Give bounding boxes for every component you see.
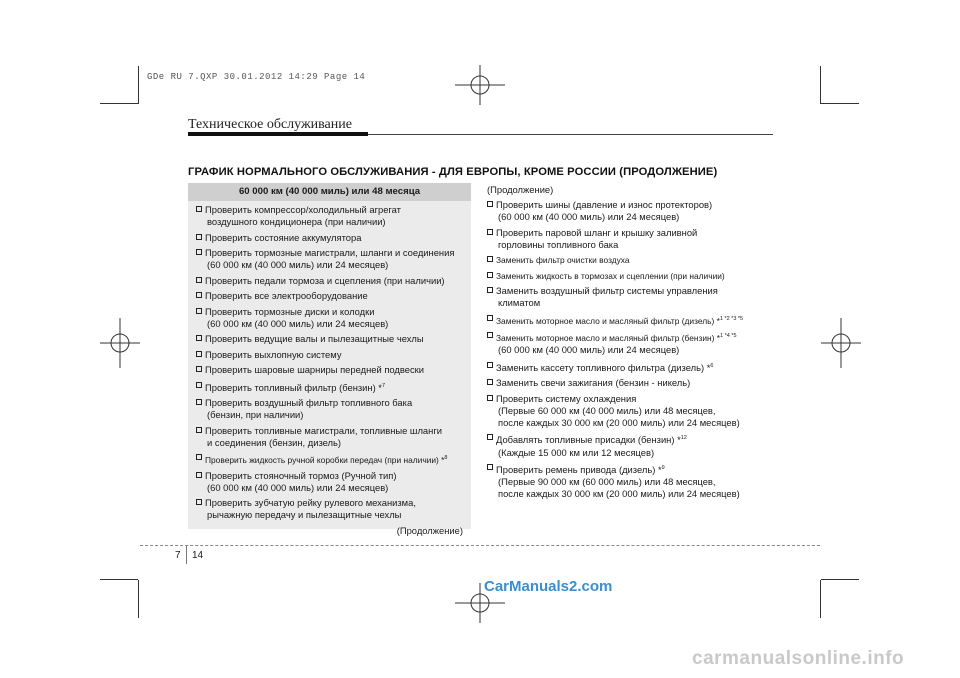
checkbox-icon: [196, 499, 202, 505]
checkbox-icon: [487, 379, 493, 385]
maintenance-table-right: [487, 184, 777, 504]
item-text: Заменить воздушный фильтр системы управления: [496, 285, 718, 297]
checkbox-icon: [487, 434, 493, 440]
checklist-item: [196, 452, 465, 466]
footnote-ref: 12: [680, 435, 687, 442]
item-text: Проверить шины (давление и износ протекторов): [496, 199, 713, 210]
page-number: 14: [192, 550, 204, 561]
checklist-item: [196, 275, 465, 287]
checklist-item: [196, 380, 465, 394]
item-text: рычажную передачу и пылезащитные чехлы: [207, 509, 402, 521]
continued-note: (Продолжение): [396, 524, 463, 536]
footnote-ref: 8: [444, 455, 448, 462]
crop-mark: [138, 66, 139, 104]
crop-mark: [821, 579, 859, 580]
maintenance-table-left: [188, 183, 471, 536]
checklist-item: [196, 470, 465, 494]
checkbox-icon: [196, 308, 202, 314]
main-heading: ГРАФИК НОРМАЛЬНОГО ОБСЛУЖИВАНИЯ - ДЛЯ ЕВРОПЫ, КРОМЕ РОССИИ (ПРОДОЛЖЕНИЕ): [188, 166, 718, 178]
checklist-item: [487, 313, 777, 327]
checkbox-icon: [487, 272, 493, 278]
item-text: (60 000 км (40 000 миль) или 24 месяцев): [207, 481, 389, 493]
item-text: (Первые 90 000 км (60 000 миль) или 48 месяцев,: [498, 476, 716, 488]
checkbox-icon: [196, 292, 202, 298]
checkbox-icon: [196, 382, 202, 388]
registration-mark-left: [100, 318, 140, 368]
footnote-ref: 9: [661, 464, 665, 471]
checklist-item: [487, 462, 777, 500]
checkbox-icon: [196, 427, 202, 433]
checkbox-icon: [196, 277, 202, 283]
checklist-item: [487, 393, 777, 429]
checklist-item: [196, 290, 465, 302]
checklist-item: [487, 199, 777, 223]
item-text: (60 000 км (40 000 миль) или 24 месяцев): [498, 211, 680, 223]
checkbox-icon: [196, 351, 202, 357]
checkbox-icon: [196, 249, 202, 255]
checklist-item: [487, 254, 777, 266]
item-text: климатом: [498, 297, 541, 309]
checkbox-icon: [487, 464, 493, 470]
item-text: Проверить зубчатую рейку рулевого механизма,: [205, 497, 416, 509]
header-rule-thick: [188, 132, 368, 136]
crop-mark: [100, 579, 138, 580]
checklist-item: [487, 227, 777, 251]
item-text: Проверить состояние аккумулятора: [205, 231, 362, 243]
checkbox-icon: [196, 206, 202, 212]
item-text: (Первые 60 000 км (40 000 миль) или 48 месяцев,: [498, 404, 716, 416]
item-text: (60 000 км (40 000 миль) или 24 месяцев): [498, 344, 680, 356]
item-text: Проверить топливные магистрали, топливные шланги: [205, 424, 442, 436]
checklist-item: [487, 360, 777, 374]
checkbox-icon: [196, 335, 202, 341]
print-slug: GDe RU 7.QXP 30.01.2012 14:29 Page 14: [147, 72, 366, 82]
page-number-divider: [186, 546, 187, 564]
item-text: Проверить педали тормоза и сцепления (при наличии): [205, 274, 445, 286]
item-text: Заменить фильтр очистки воздуха: [496, 255, 630, 266]
checkbox-icon: [487, 332, 493, 338]
right-item-list: [487, 199, 777, 500]
crop-mark: [820, 580, 821, 618]
item-text: (бензин, при наличии): [207, 409, 304, 421]
footnote-ref: 1 *2 *3 *5: [719, 315, 744, 322]
watermark-primary: CarManuals2.com: [484, 578, 613, 595]
item-text: Проверить топливный фильтр (бензин) *: [205, 381, 382, 393]
item-text: Проверить тормозные магистрали, шланги и соединения: [205, 247, 455, 259]
interval-header: 60 000 км (40 000 миль) или 48 месяца: [188, 183, 471, 201]
checklist-item: [196, 306, 465, 330]
item-text: после каждых 30 000 км (20 000 миль) или 24 месяцев): [498, 416, 740, 428]
checklist-item: [196, 397, 465, 421]
item-text: Проверить ведущие валы и пылезащитные чехлы: [205, 333, 424, 345]
checkbox-icon: [487, 315, 493, 321]
checklist-item: [196, 364, 465, 376]
left-item-list: [188, 201, 471, 522]
crop-mark: [100, 103, 138, 104]
checklist-item: [196, 232, 465, 244]
checkbox-icon: [196, 399, 202, 405]
watermark-secondary: carmanualsonline.info: [692, 648, 905, 669]
item-text: Проверить ремень привода (дизель) *: [496, 463, 662, 475]
checklist-item: [196, 497, 465, 521]
item-text: Проверить шаровые шарниры передней подвески: [205, 364, 424, 376]
footnote-ref: 6: [710, 362, 714, 369]
item-text: Заменить кассету топливного фильтра (дизель) *: [496, 361, 711, 373]
item-text: Заменить свечи зажигания (бензин - никель): [496, 377, 691, 389]
item-text: Проверить стояночный тормоз (Ручной тип): [205, 469, 397, 481]
item-text: горловины топливного бака: [498, 238, 619, 250]
checkbox-icon: [196, 366, 202, 372]
item-text: Заменить моторное масло и масляный фильтр (бензин) *: [496, 333, 721, 344]
checklist-item: [487, 330, 777, 356]
checklist-item: [487, 432, 777, 458]
item-text: воздушного кондиционера (при наличии): [207, 216, 386, 228]
item-text: после каждых 30 000 км (20 000 миль) или 24 месяцев): [498, 488, 740, 500]
checklist-item: [196, 204, 465, 228]
item-text: Проверить воздушный фильтр топливного бака: [205, 397, 413, 409]
checkbox-icon: [487, 256, 493, 262]
footnote-ref: 1 *4 *5: [720, 333, 737, 340]
checkbox-icon: [196, 234, 202, 240]
checkbox-icon: [487, 201, 493, 207]
checklist-item: [487, 377, 777, 389]
item-text: Проверить паровой шланг и крышку заливной: [496, 226, 698, 238]
registration-mark-top: [455, 65, 505, 105]
item-text: Проверить жидкость ручной коробки передач (при наличии) *: [205, 455, 445, 466]
item-text: Добавлять топливные присадки (бензин) *: [496, 434, 681, 446]
checkbox-icon: [487, 395, 493, 401]
item-text: и соединения (бензин, дизель): [207, 436, 342, 448]
section-title: Техническое обслуживание: [188, 117, 352, 132]
crop-mark: [820, 66, 821, 104]
item-text: Проверить тормозные диски и колодки: [205, 305, 375, 317]
continued-note: (Продолжение): [487, 184, 554, 195]
footer-dashed-rule: [140, 545, 820, 546]
item-text: Проверить выхлопную систему: [205, 348, 342, 360]
item-text: (Каждые 15 000 км или 12 месяцев): [498, 446, 655, 458]
checklist-item: [196, 333, 465, 345]
item-text: (60 000 км (40 000 миль) или 24 месяцев): [207, 317, 389, 329]
checklist-item: [196, 349, 465, 361]
item-text: Проверить компрессор/холодильный агрегат: [205, 204, 401, 215]
checkbox-icon: [487, 362, 493, 368]
checkbox-icon: [487, 229, 493, 235]
crop-mark: [138, 580, 139, 618]
item-text: Заменить жидкость в тормозах и сцеплении (при наличии): [496, 270, 725, 281]
checkbox-icon: [196, 454, 202, 460]
item-text: Проверить все электрооборудование: [205, 290, 368, 302]
checklist-item: [196, 425, 465, 449]
item-text: Проверить систему охлаждения: [496, 392, 637, 404]
checklist-item: [487, 270, 777, 282]
footnote-ref: 7: [381, 382, 386, 389]
checklist-item: [487, 285, 777, 309]
crop-mark: [821, 103, 859, 104]
item-text: Заменить моторное масло и масляный фильтр (дизель) *: [496, 315, 720, 326]
checklist-item: [196, 247, 465, 271]
item-text: (60 000 км (40 000 миль) или 24 месяцев): [207, 259, 389, 271]
chapter-number: 7: [175, 550, 181, 561]
checkbox-icon: [196, 472, 202, 478]
registration-mark-right: [821, 318, 861, 368]
checkbox-icon: [487, 287, 493, 293]
